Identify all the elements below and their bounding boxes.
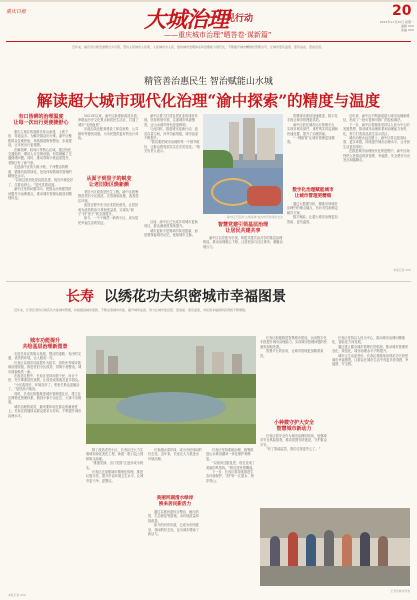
article1-kicker: 精管善治惠民生 智治赋能山水城 [144,77,273,87]
series-subline: ——重庆城市治理“晒答卷·谋新篇” [164,31,272,39]
article1-col-3: 渝中区着力打造宜居宜业的城市环境，坚持规划引领，注重城市风貌塑造，让山水城市特色更加鲜明。 与此同时，推进城市更新行动，盘活存量空间，补齐功能短板，城市品质不断提升。 “我们要把城市治理的每一个细节做好，让群众感受到实实在在的变化。”相关负责人表示。 [144,114,200,154]
masthead-rule-top [0,0,417,2]
article2-lead: 近年来，长寿区坚持以绣花功夫抓城市管理，持续推进城市更新，不断完善城市功能，提升城市品质，努力让城市更宜居、更美丽、更有温度，市民的幸福感和获得感不断增强。 [14,308,249,312]
masthead-rule [6,41,411,42]
article2-photo [86,336,256,444]
article1-col-4: 渝中区以党建为引领，构建共建共治共享的基层治理格局，推动治理重心下移，让居民参与社区事务，凝聚治理合力。 [203,236,283,249]
article1-col-5b: 通过大数据分析，精准识别城市治理中的难点痛点，有针对性地制定解决方案。 数字赋能，让超大城市治理更加智能、更有温度。 [287,202,338,224]
article1-photo-caption: 渝中区打造的“山城步道”成为市民休闲好去处 [226,215,283,219]
article1-col-5: 智慧城市建设加速推进，数字化手段让城市管理更高效。 渝中区依托城市运行管理平台，实现对城市部件、事件的实时监测和快速处置，提升了治理效能。 “一网统管”让城市管理更加精准。 [287,114,338,145]
article2-col-4: 长寿区坚持系统治理，统筹推进山水林田湖草一体化保护和修复。 “以前河边脏乱差，现在变成了美丽的风景线。”附近居民感慨道。 下一步，长寿区将持续推进生态环境保护，守护好一江碧水、两岸青山。 [206,448,256,483]
article2-col-3b: 通过实施河道综合整治、截污纳管、生态修复等措施，水环境质量持续改善。 如今的河岸步道，已成为市民健身、休闲的好去处，也为城市增添了新活力。 [148,510,199,537]
article1-headline: 解读超大城市现代化治理“渝中探索”的精度与温度 [36,91,381,110]
article2-subhead-2: 美丽河湖清水绿岸 换来居民新活力 [156,496,194,507]
article1-col-2: 2021年以来，渝中区新建和改造步道，串联起历史文化景点和居民生活区，打通了城市“毛细血管”。 步道沿线还配套建设了休息座椅、公共厕所等便民设施，为市民提供更好的出行体验。 [78,114,140,141]
series-sub: 见行动 [226,14,254,24]
article2-subhead-1: 城市功能提升 共绘基层治理新图景 [22,338,68,350]
article2-photo-2 [260,508,410,586]
article2-place: 长寿 [66,289,94,305]
article2-col-1: 走进长寿区的街头巷尾，整洁的道路、有序的交通、优美的环境，让人眼前一亮。 长寿区以城市功能提升为抓手，加快补齐城市基础设施短板，推进老旧小区改造、背街小巷整治，城市面貌焕然一新。 在改造过程中，长寿区坚持问需于民、问计于民，充分尊重居民意愿，让改造成果惠及更多群众。 “小区改造后，环境变好了，邻里关系也更融洽了。”居民高兴地说。 同时，长寿区积极推进城市管理进社区，建立社区网格化管理体系，做到小事不出社区、大事不出街道。 城市治理的成效，最终要体现在群众的满意度上。长寿区将继续以群众需求为导向，不断提升城市治理水平。 [8,352,82,418]
article2-subhead-3: 小种微守护大安全 智慧城市新动力 [273,420,314,432]
section-divider [6,281,411,282]
paper-name: 重庆日报 [6,9,27,15]
masthead-meta: 2021年11月15日 星期一 编辑 XXX 美编 XXX [379,20,414,32]
article1-photo [203,114,283,214]
article2-col-5: 长寿区积极推进智慧城市建设，运用数字化手段提升城市治理能力，实现城市管理问题的快速发现和处置。 智慧平台的应用，让城市管理更加精准高效。 [260,336,327,358]
article2-col-5b: 长寿区将安全作为城市治理的底线，加强城市安全风险排查，推动智慧安防建设，守护群众平安。 “有了智能监控，我们住得更安心了。” [260,434,327,452]
article2-headline: 以绣花功夫织密城市幸福图景 [104,289,286,305]
article1-col-6: 近年来，渝中区不断探索超大城市治理新路径，形成了一批可复制可推广的经验做法。 下一步，渝中区将继续坚持以人民为中心的发展思想，推动城市治理体系和治理能力现代化，努力打造高品质生活示范区。 城市治理永远在路上。渝中区将以更高标准、更实举措，持续提升城市治理水平，让市民生活更加美好。 在推进城市治理现代化的进程中，渝中区始终把人民群众的获得感、幸福感、安全感作为出发点和落脚点。 [343,114,410,163]
article1-subhead-3: 数字化治理赋能城市 让城市管理更精细 [292,188,334,199]
article2-photo-caption: 长寿区城市风貌 [390,589,410,593]
article2-author: 本报记者 XXX [8,593,26,597]
series-title: 大城治理 [144,7,229,33]
article1-subhead-1: 有口皆碑的治理温度 让每一次出行更便捷舒心 [13,114,69,126]
article2-col-2: 除了改造老旧小区，长寿区还大力实施城市绿化美化工程，新建一批口袋公园和街头绿地。 “推窗见绿、出门见园”正逐步成为现实。 长寿区还加强城市精细化管理，推进垃圾分类，提升市容环境卫生水平，让城市更干净、更整洁。 [86,448,144,483]
intro-text: 近年来，重庆市以新发展理念为引领，坚持人民城市人民建，人民城市为人民，推动城市治理体系和治理能力现代化，不断提升城市精细化管理水平，让城市更有温度、更有品质、更加宜居。 [72,45,325,49]
article2-col-6: 长寿区坚持以人民为中心，推动城市治理向精细化、智能化方向发展。 通过建立健全城市管理长效机制，推动城市管理常态化、规范化，城市治理水平不断提升。 城市让生活更美好。长寿区将继续用绣花功夫织密城市幸福图景，让群众在城市生活中有更多获得感、幸福感、安全感。 [332,336,409,367]
article1-author: 本报记者 XXX [393,268,411,272]
article2-col-3: 长寿湖水清岸绿，成为市民休闲的好去处。近年来，长寿区大力推进水环境治理。 [148,448,202,461]
article1-col-3b: 目前，渝中区已完成多项城市更新项目，群众满意度持续提升。 城市更新不是简单的拆旧建新，而是要保留城市记忆，延续城市文脉。 [144,220,198,238]
article1-subhead-2: 从面子到里子的蜕变 让老旧街区焕新颜 [86,176,132,188]
article1-col-1: 重庆主城区的道路多依山而建，上坡下坎、弯道众多。为解决群众出行难，渝中区聚焦群众急难愁盼，持续推进街巷整治、步道建设，让市民出行更便捷。 在解放碑、较场口等核心区域，通过优化交通组织、增设人行过街设施，有效缓解了交通拥堵问题。同时，推动背街小巷品质提升，老街区有了新气象。 走进渝中区的大街小巷，干净整洁的路面、错落有致的绿化，处处体现着城市管理的精细化水平。 “以前这里到处是乱搭乱建，现在环境变好了，住着也舒心。”居民笑着说道。 渝中区坚持问题导向，把群众反映强烈的问题作为治理重点，推动城市管理从粗放到精细转变。 [8,130,74,201]
page-number: 20 [392,3,412,19]
article1-col-2b: 老旧小区改造是民生工程。渝中区统筹推进老旧小区改造，完善基础设施，改善居住环境。 改造过程中充分征求居民意见，让居民成为改造的参与者和受益者，实现从“面子”到“里子”的全面提升。 如今，一个个焕然一新的小区，成为居民幸福生活的见证。 [78,190,139,225]
article1-subhead-4: 智慧党建引领基层治理 让居民共建共享 [217,222,268,234]
